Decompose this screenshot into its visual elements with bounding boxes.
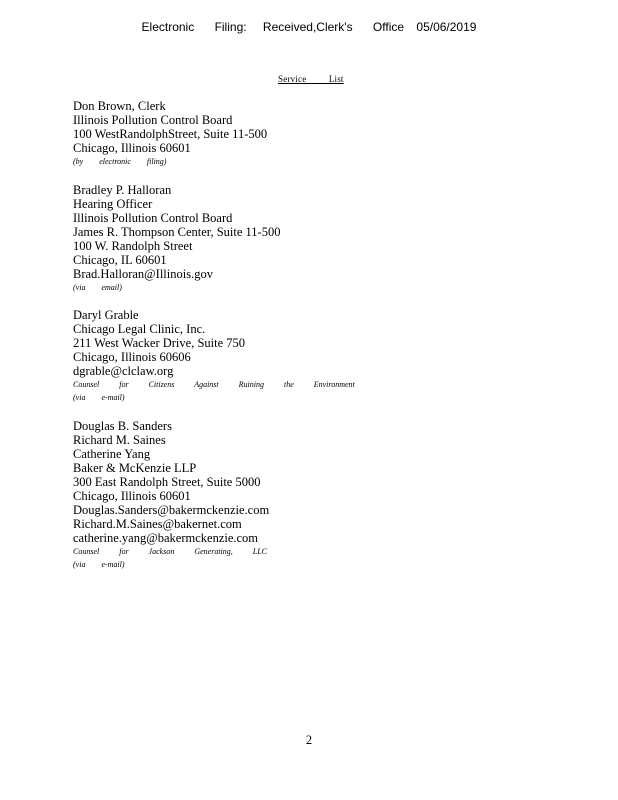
entry-counsel-note: Counsel for Jackson Generating, LLC — [73, 547, 267, 556]
service-list-title: Service List — [278, 74, 344, 84]
entry-line: 300 East Randolph Street, Suite 5000 — [73, 475, 261, 489]
entry-email: dgrable@clclaw.org — [73, 364, 174, 378]
entry-line: Chicago, IL 60601 — [73, 253, 167, 267]
entry-counsel-note: Counsel for Citizens Against Ruining the Environment — [73, 380, 355, 389]
entry-line: Chicago, Illinois 60606 — [73, 350, 191, 364]
entry-line: Don Brown, Clerk — [73, 99, 166, 113]
entry-line: 100 WestRandolphStreet, Suite 11-500 — [73, 127, 268, 141]
entry-line: Hearing Officer — [73, 197, 153, 211]
entry-note: (by electronic filing) — [73, 157, 167, 166]
service-entry-legal-clinic — [73, 308, 355, 404]
entry-email: catherine.yang@bakermckenzie.com — [73, 531, 259, 545]
entry-line: Illinois Pollution Control Board — [73, 211, 233, 225]
service-entry-baker-mckenzie — [73, 419, 269, 571]
header-received-clerks: Received,Clerk's — [262, 20, 353, 34]
entry-email: Richard.M.Saines@bakernet.com — [73, 517, 242, 531]
electronic-filing-header — [0, 20, 618, 34]
entry-line: Chicago Legal Clinic, Inc. — [73, 322, 206, 336]
entry-email: Brad.Halloran@Illinois.gov — [73, 267, 213, 281]
service-entry-clerk — [73, 99, 267, 168]
entry-note: (via e-mail) — [73, 560, 125, 569]
header-electronic: Electronic — [141, 20, 195, 34]
entry-line: James R. Thompson Center, Suite 11-500 — [73, 225, 281, 239]
entry-line: Douglas B. Sanders — [73, 419, 172, 433]
entry-note: (via e-mail) — [73, 393, 125, 402]
entry-line: 100 W. Randolph Street — [73, 239, 193, 253]
entry-line: 211 West Wacker Drive, Suite 750 — [73, 336, 246, 350]
header-office: Office — [372, 20, 405, 34]
entry-line: Richard M. Saines — [73, 433, 166, 447]
header-date: 05/06/2019 — [416, 20, 477, 34]
entry-line: Baker & McKenzie LLP — [73, 461, 197, 475]
entry-line: Chicago, Illinois 60601 — [73, 141, 191, 155]
entry-line: Daryl Grable — [73, 308, 139, 322]
page-number: 2 — [305, 733, 313, 747]
entry-line: Bradley P. Halloran — [73, 183, 172, 197]
entry-line: Catherine Yang — [73, 447, 151, 461]
entry-email: Douglas.Sanders@bakermckenzie.com — [73, 503, 270, 517]
service-entry-hearing-officer — [73, 183, 280, 294]
entry-line: Chicago, Illinois 60601 — [73, 489, 191, 503]
entry-note: (via email) — [73, 283, 122, 292]
header-filing: Filing: — [214, 20, 247, 34]
entry-line: Illinois Pollution Control Board — [73, 113, 233, 127]
